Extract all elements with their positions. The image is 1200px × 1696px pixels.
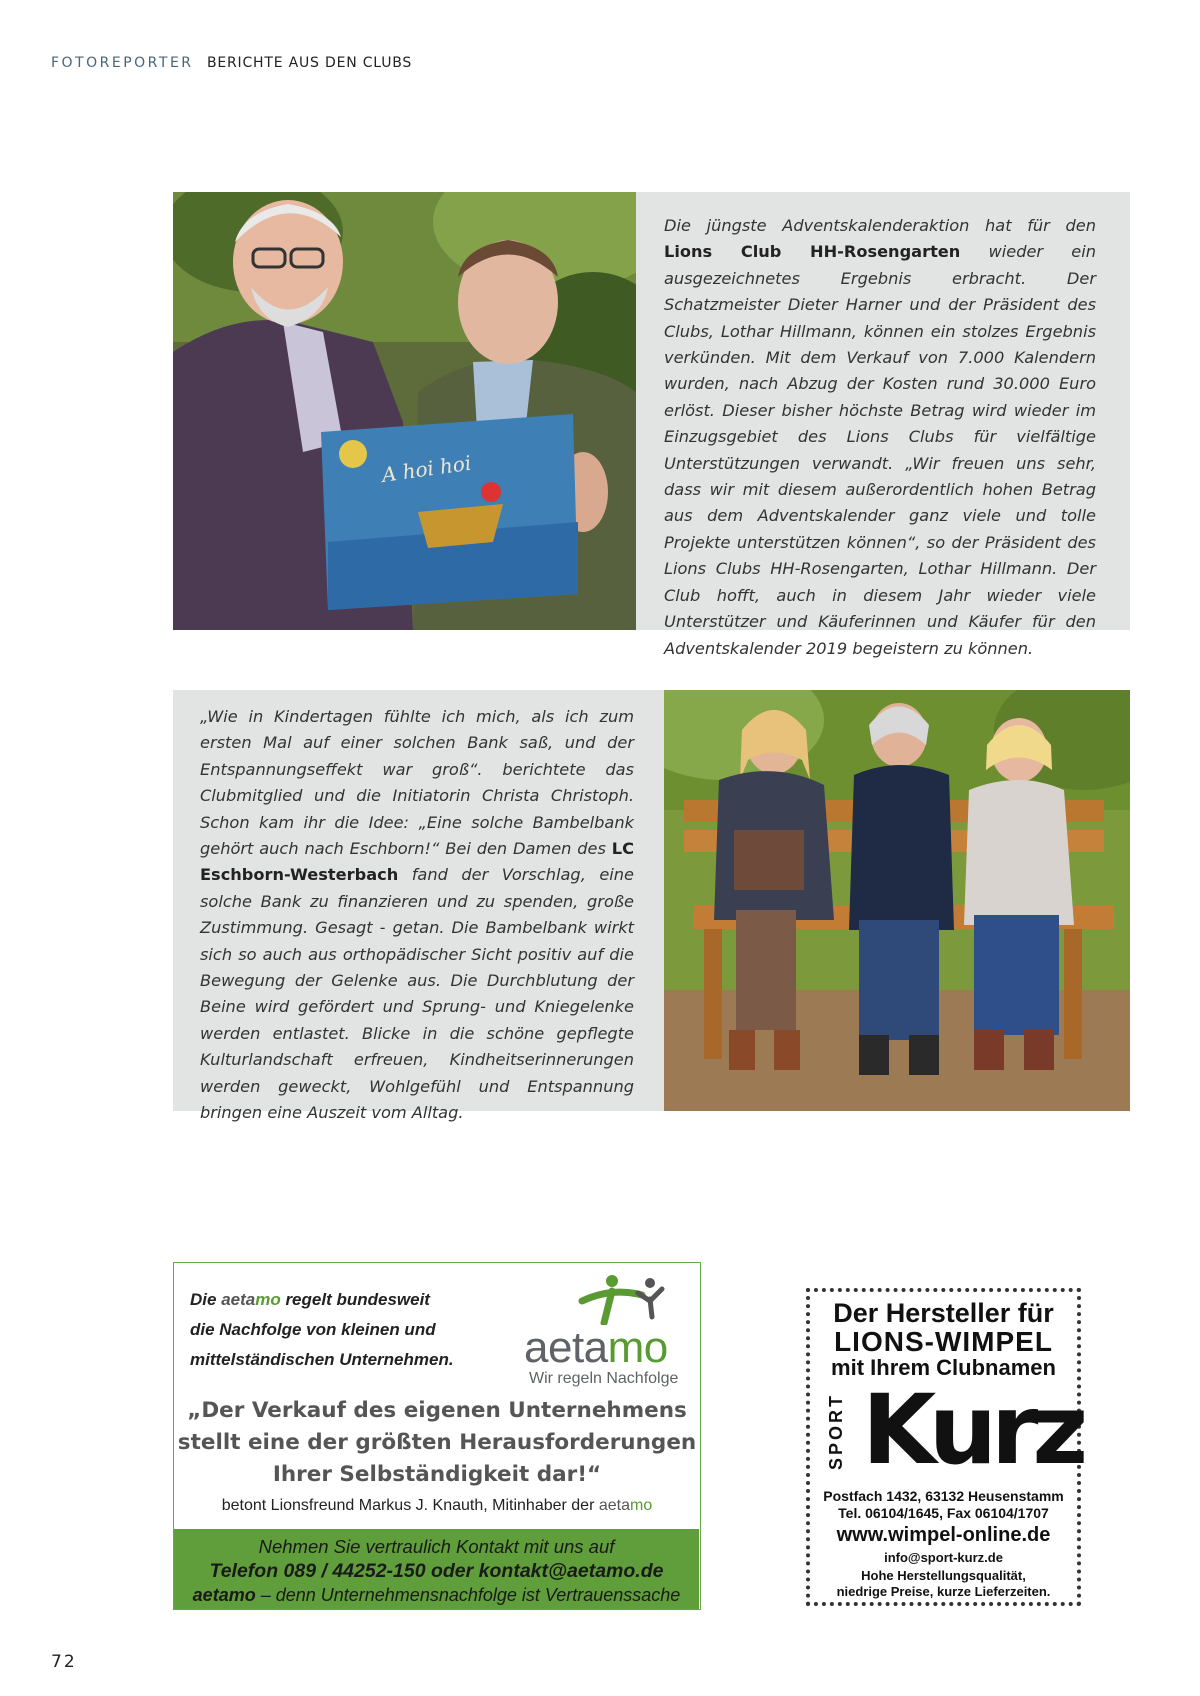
calendar-lettering: A hoi hoi	[380, 450, 473, 487]
logo-part-b: mo	[607, 1323, 668, 1372]
running-header	[51, 55, 412, 71]
photo-calendar-men	[173, 192, 636, 630]
kurz-logo: Kurz	[862, 1374, 1083, 1486]
band-brand: aetamo	[192, 1585, 256, 1605]
kurz-quality	[810, 1568, 1077, 1600]
kurz-advertisement	[806, 1288, 1081, 1606]
sig-brand-a: aeta	[598, 1497, 630, 1514]
logo-part-a: aeta	[524, 1323, 608, 1372]
kurz-postbox: Postfach 1432, 63132 Heusenstamm	[823, 1488, 1064, 1504]
section-subtitle: BERICHTE AUS DEN CLUBS	[206, 55, 413, 71]
aetamo-signature	[174, 1497, 700, 1515]
kurz-logo-sport: SPORT	[826, 1392, 846, 1470]
article-1-text-post: wieder ein ausgezeichnetes Ergebnis erbracht. Der Schatzmeister Dieter Harner und der Präsident des Clubs, Lothar Hillmann, können ein stolzes Ergebnis verkünden. Mit dem Verkauf von 7.000 Kalendern wurden, nach Abzug der Kosten rund 30.000 Euro erlöst. Dieser bisher höchste Betrag wird wieder im Einzugsgebiet des Lions Clubs für vielfältige Unterstützungen verwandt. „Wir freuen uns sehr, dass wir mit diesem außerordentlich hohen Betrag aus dem Adventskalender ganz viele und tolle Projekte unterstützen können“, so der Präsident des Lions Clubs HH-Rosengarten, Lothar Hillmann. Der Club hofft, auch in diesem Jahr wieder viele Unterstützer und Käuferinnen und Käufer für den Adventskalender 2019 begeistern zu können.	[664, 242, 1096, 658]
quote-line3: Ihrer Selbständigkeit dar!“	[272, 1462, 602, 1487]
kurz-headline-1: Der Hersteller für	[833, 1298, 1054, 1328]
quote-line1: „Der Verkauf des eigenen Unternehmens	[187, 1398, 687, 1423]
sig-pre: betont Lionsfreund Markus J. Knauth, Mitinhaber der	[221, 1497, 599, 1514]
kurz-quality-1: Hohe Herstellungsqualität,	[861, 1568, 1026, 1583]
intro-line3: mittelständischen Unternehmen.	[190, 1350, 454, 1369]
aetamo-advertisement	[173, 1262, 701, 1610]
aetamo-logo	[524, 1323, 668, 1373]
article-1-text	[664, 213, 1096, 662]
intro-brand-a: aeta	[221, 1290, 256, 1309]
aetamo-figures-icon	[572, 1273, 672, 1325]
photo-bench-women	[664, 690, 1130, 1111]
article-2-club-name: LC Eschborn-Westerbach	[200, 839, 634, 885]
intro-line1-post: regelt bundesweit	[280, 1290, 430, 1309]
band-slogan: – denn Unternehmensnachfolge ist Vertrauenssache	[255, 1585, 681, 1605]
aetamo-intro	[190, 1285, 454, 1375]
intro-line2: die Nachfolge von kleinen und	[190, 1320, 436, 1339]
article-2-text	[200, 704, 634, 1127]
band-line1: Nehmen Sie vertraulich Kontakt mit uns auf	[258, 1536, 615, 1557]
quote-line2: stellt eine der größten Herausforderungen	[177, 1430, 697, 1455]
article-2-text-pre: „Wie in Kindertagen fühlte ich mich, als ich zum ersten Mal auf einer solchen Bank saß, und der Entspannungseffekt war groß“. berichtete das Clubmitglied und die Initiatorin Christa Christoph. Schon kam ihr die Idee: „Eine solche Bambelbank gehört auch nach Eschborn!“ Bei den Damen des	[200, 707, 634, 859]
kurz-email: info@sport-kurz.de	[884, 1550, 1003, 1565]
band-contact: Telefon 089 / 44252-150 oder kontakt@aetamo.de	[209, 1560, 664, 1582]
page-number: 72	[51, 1652, 77, 1672]
article-1-club-name: Lions Club HH-Rosengarten	[664, 242, 961, 262]
article-2-text-post: fand der Vorschlag, eine solche Bank zu finanzieren und zu spenden, große Zustimmung. Gesagt - getan. Die Bambelbank wirkt sich so auch aus orthopädischer Sicht positiv auf die Bewegung der Gelenke aus. Die Durchblutung der Beine wird gefördert und Sprung- und Kniegelenke werden entlastet. Blicke in die schöne gepflegte Kulturlandschaft erfreuen, Kindheitserinnerungen werden geweckt, Wohlgefühl und Entspannung bringen eine Auszeit vom Alltag.	[200, 865, 634, 1123]
aetamo-tagline: Wir regeln Nachfolge	[529, 1370, 679, 1387]
kurz-quality-2: niedrige Preise, kurze Lieferzeiten.	[836, 1584, 1051, 1599]
kurz-headline-3: mit Ihrem Clubnamen	[831, 1355, 1056, 1380]
aetamo-quote	[174, 1395, 700, 1491]
sig-brand-b: mo	[630, 1497, 653, 1514]
aetamo-contact-band	[174, 1529, 699, 1609]
kurz-website: www.wimpel-online.de	[836, 1524, 1051, 1546]
kurz-phone: Tel. 06104/1645, Fax 06104/1707	[838, 1505, 1049, 1521]
band-line3	[174, 1584, 699, 1606]
intro-pre: Die	[190, 1290, 222, 1309]
intro-brand-b: mo	[255, 1290, 281, 1309]
kurz-headline-2: LIONS-WIMPEL	[834, 1326, 1053, 1357]
section-label: FOTOREPORTER	[51, 55, 194, 71]
kurz-address	[810, 1488, 1077, 1522]
article-1-text-pre: Die jüngste Adventskalenderaktion hat für den	[664, 216, 1096, 235]
